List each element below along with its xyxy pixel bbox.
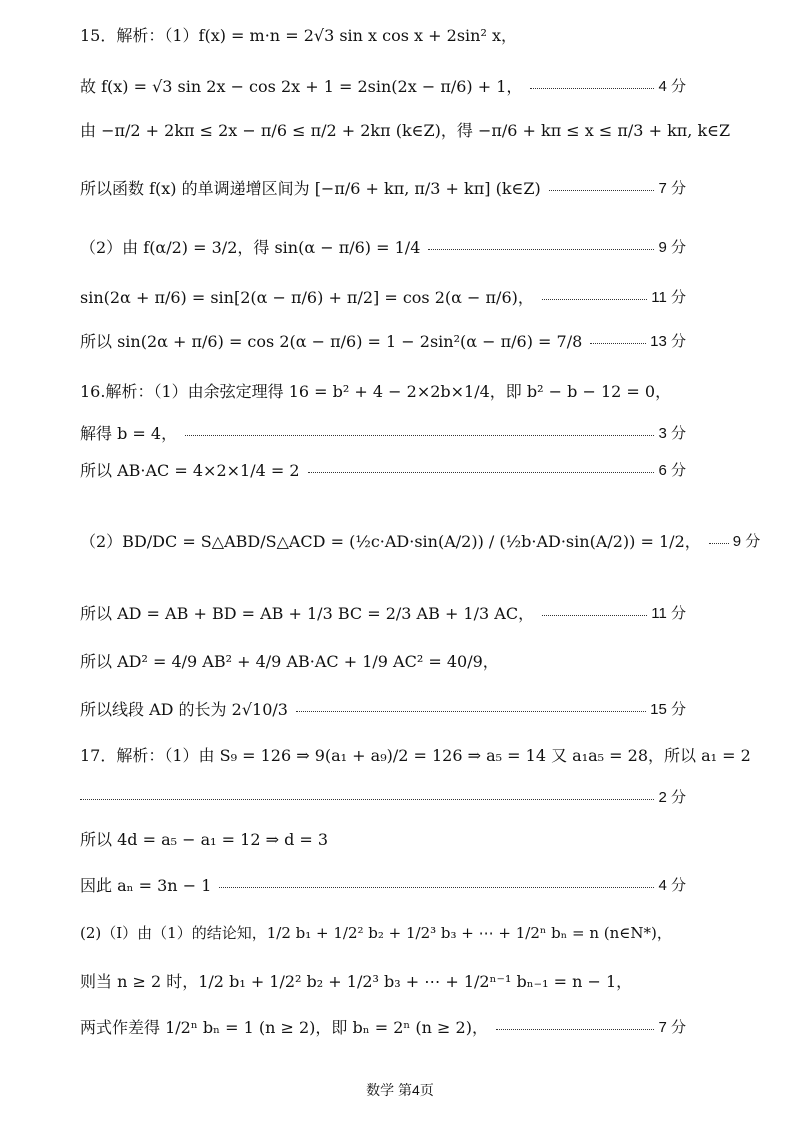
line-15-interval: 所以函数 f(x) 的单调递增区间为 [−π/6 + kπ, π/3 + kπ] (k∈Z) 7 分 xyxy=(80,178,686,198)
score-mark: 15 分 xyxy=(650,700,686,718)
leader-dots xyxy=(185,435,654,436)
leader-dots xyxy=(530,88,654,89)
line-16-ad: 所以 AD = AB + BD = AB + 1/3 BC = 2/3 AB + 1/3 AC， 11 分 xyxy=(80,603,686,623)
line-15-result: 所以 sin(2α + π/6) = cos 2(α − π/6) = 1 − 2sin²(α − π/6) = 7/8 13 分 xyxy=(80,331,686,351)
score-mark: 4 分 xyxy=(658,876,686,894)
line-15-part2: （2）由 f(α/2) = 3/2，得 sin(α − π/6) = 1/4 9 分 xyxy=(80,237,686,257)
score-mark: 13 分 xyxy=(650,332,686,350)
line-17-header: 17．解析：（1）由 S₉ = 126 ⇒ 9(a₁ + a₉)/2 = 126 ⇒ a₅ = 14 又 a₁a₅ = 28，所以 a₁ = 2 xyxy=(80,745,751,765)
line-16-header: 16.解析：（1）由余弦定理得 16 = b² + 4 − 2×2b×1/4，即 b² − b − 12 = 0， xyxy=(80,381,672,401)
score-mark: 7 分 xyxy=(658,179,686,197)
score-mark: 2 分 xyxy=(658,788,686,806)
leader-dots xyxy=(80,799,654,800)
score-mark: 9 分 xyxy=(732,532,761,550)
line-16-ad-squared: 所以 AD² = 4/9 AB² + 4/9 AB·AC + 1/9 AC² = 40/9， xyxy=(80,651,499,671)
leader-dots xyxy=(296,711,646,712)
score-mark: 9 分 xyxy=(658,238,686,256)
line-17-part2: (2)（I）由（1）的结论知，1/2 b₁ + 1/2² b₂ + 1/2³ b₃ + ⋯ + 1/2ⁿ bₙ = n (n∈N*)， xyxy=(80,923,672,942)
leader-dots xyxy=(709,543,729,544)
line-15-fx: 故 f(x) = √3 sin 2x − cos 2x + 1 = 2sin(2x − π/6) + 1， 4 分 xyxy=(80,76,686,96)
leader-dots xyxy=(549,190,655,191)
leader-dots xyxy=(308,472,655,473)
leader-dots xyxy=(219,887,654,888)
line-15-inequality: 由 −π/2 + 2kπ ≤ 2x − π/6 ≤ π/2 + 2kπ (k∈Z)，得 −π/6 + kπ ≤ x ≤ π/3 + kπ, k∈Z xyxy=(80,120,731,140)
line-16-length: 所以线段 AD 的长为 2√10/3 15 分 xyxy=(80,699,686,719)
page-footer: 数学 第4页 xyxy=(366,1082,434,1098)
line-16-ratio: （2）BD/DC = S△ABD/S△ACD = (½c·AD·sin(A/2)) / (½b·AD·sin(A/2)) = 1/2， 9 分 xyxy=(80,531,761,551)
score-mark: 11 分 xyxy=(651,604,686,622)
line-15-header: 15．解析：（1）f(x) = m·n = 2√3 sin x cos x + 2sin² x， xyxy=(80,25,517,45)
line-17-n-ge-2: 则当 n ≥ 2 时，1/2 b₁ + 1/2² b₂ + 1/2³ b₃ + ⋯ + 1/2ⁿ⁻¹ bₙ₋₁ = n − 1， xyxy=(80,971,633,991)
line-17-d: 所以 4d = a₅ − a₁ = 12 ⇒ d = 3 xyxy=(80,829,329,849)
line-17-an: 因此 aₙ = 3n − 1 4 分 xyxy=(80,875,686,895)
leader-dots xyxy=(542,299,647,300)
line-17-score2 xyxy=(80,786,686,806)
score-mark: 4 分 xyxy=(658,77,686,95)
leader-dots xyxy=(542,615,647,616)
leader-dots xyxy=(496,1029,655,1030)
leader-dots xyxy=(428,249,654,250)
line-16-dot: 所以 AB·AC = 4×2×1/4 = 2 6 分 xyxy=(80,460,686,480)
score-mark: 6 分 xyxy=(658,461,686,479)
score-mark: 7 分 xyxy=(658,1018,686,1036)
line-17-difference: 两式作差得 1/2ⁿ bₙ = 1 (n ≥ 2)，即 bₙ = 2ⁿ (n ≥ 2)， 7 分 xyxy=(80,1017,686,1037)
score-mark: 11 分 xyxy=(651,288,686,306)
line-15-sin: sin(2α + π/6) = sin[2(α − π/6) + π/2] = cos 2(α − π/6)， 11 分 xyxy=(80,287,686,307)
score-mark: 3 分 xyxy=(658,424,686,442)
line-16-b: 解得 b = 4， 3 分 xyxy=(80,423,686,443)
leader-dots xyxy=(590,343,646,344)
